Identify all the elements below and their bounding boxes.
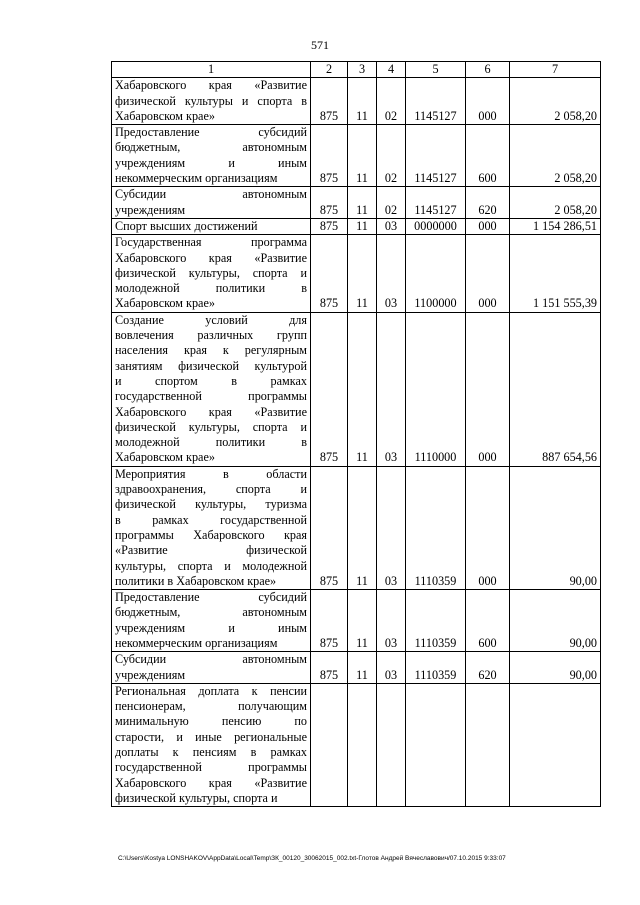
sum-cell [510,683,601,806]
row-name-line: некоммерческим организациям [115,171,278,186]
row-name-cell [112,590,311,652]
header-cell-subsection: 4 [377,62,406,78]
header-cell-sum: 7 [510,62,601,78]
sum-cell: 1 151 555,39 [510,235,601,312]
grbs-cell: 875 [311,590,348,652]
row-name-line: учреждениям и иным [115,155,307,170]
table-header-row [112,62,601,78]
row-name-line: Хабаровского края «Развитие [115,78,307,93]
subsection-cell: 02 [377,187,406,219]
row-name-line: физической культуры, туризма [115,497,307,512]
section-cell: 11 [348,125,377,187]
row-name-line: Спорт высших достижений [115,218,258,233]
header-cell-expense-type: 6 [466,62,510,78]
grbs-cell: 875 [311,125,348,187]
row-name-line: в рамках государственной [115,512,307,527]
expense-type-cell: 600 [466,590,510,652]
subsection-cell: 03 [377,312,406,466]
grbs-cell: 875 [311,218,348,234]
table-row [112,235,601,312]
header-cell-section: 3 [348,62,377,78]
section-cell: 11 [348,187,377,219]
row-name-line: населения края к регулярным [115,343,307,358]
sum-cell: 887 654,56 [510,312,601,466]
expense-type-cell [466,683,510,806]
row-name-line: программы Хабаровского края [115,527,307,542]
sum-cell: 2 058,20 [510,187,601,219]
row-name-line: пенсионерам, получающим [115,699,307,714]
row-name-line: государственной программы [115,760,307,775]
target-article-cell: 1110359 [406,652,466,684]
subsection-cell: 03 [377,652,406,684]
grbs-cell: 875 [311,312,348,466]
table-row [112,78,601,125]
target-article-cell: 1110359 [406,466,466,589]
subsection-cell: 03 [377,466,406,589]
row-name-line: учреждениям и иным [115,620,307,635]
sum-cell: 90,00 [510,590,601,652]
sum-cell: 2 058,20 [510,125,601,187]
table-row [112,312,601,466]
grbs-cell: 875 [311,187,348,219]
section-cell: 11 [348,466,377,589]
row-name-line: учреждениям [115,667,186,682]
header-cell-grbs: 2 [311,62,348,78]
expense-type-cell: 600 [466,125,510,187]
row-name-line: учреждениям [115,202,186,217]
subsection-cell: 03 [377,235,406,312]
subsection-cell: 02 [377,78,406,125]
section-cell: 11 [348,218,377,234]
target-article-cell: 1145127 [406,125,466,187]
row-name-line: Хабаровского края «Развитие [115,250,307,265]
expense-type-cell: 620 [466,652,510,684]
row-name-cell [112,466,311,589]
row-name-cell [112,235,311,312]
row-name-line: Мероприятия в области [115,466,307,481]
row-name-line: Хабаровском крае» [115,450,215,465]
row-name-cell [112,78,311,125]
expense-type-cell: 000 [466,218,510,234]
row-name-line: государственной программы [115,389,307,404]
target-article-cell: 1100000 [406,235,466,312]
table-row [112,466,601,589]
row-name-line: «Развитие физической [115,543,307,558]
table-row [112,683,601,806]
target-article-cell [406,683,466,806]
subsection-cell [377,683,406,806]
sum-cell: 2 058,20 [510,78,601,125]
row-name-line: Предоставление субсидий [115,125,307,140]
row-name-cell [112,312,311,466]
sum-cell: 90,00 [510,652,601,684]
row-name-line: молодежной политики в [115,435,307,450]
row-name-line: молодежной политики в [115,281,307,296]
row-name-line: занятиям физической культурой [115,358,307,373]
row-name-line: культуры, спорта и молодежной [115,558,307,573]
target-article-cell: 1110000 [406,312,466,466]
section-cell: 11 [348,652,377,684]
row-name-line: физической культуры и спорта в [115,93,307,108]
row-name-cell [112,683,311,806]
target-article-cell: 1145127 [406,187,466,219]
table-row [112,590,601,652]
row-name-line: физической культуры, спорта и [115,265,307,280]
row-name-cell [112,218,311,234]
section-cell [348,683,377,806]
expense-type-cell: 000 [466,466,510,589]
section-cell: 11 [348,312,377,466]
row-name-line: здравоохранения, спорта и [115,482,307,497]
row-name-line: физической культуры, спорта и [115,790,278,805]
subsection-cell: 03 [377,218,406,234]
row-name-line: политики в Хабаровском крае» [115,573,277,588]
grbs-cell [311,683,348,806]
table-row [112,125,601,187]
row-name-line: Хабаровского края «Развитие [115,775,307,790]
row-name-line: физической культуры, спорта и [115,419,307,434]
row-name-line: Предоставление субсидий [115,590,307,605]
grbs-cell: 875 [311,652,348,684]
header-cell-name: 1 [112,62,311,78]
target-article-cell: 1145127 [406,78,466,125]
row-name-line: Региональная доплата к пенсии [115,683,307,698]
row-name-line: минимальную пенсию по [115,714,307,729]
row-name-line: бюджетным, автономным [115,140,307,155]
row-name-line: бюджетным, автономным [115,605,307,620]
table-row [112,187,601,219]
row-name-line: Субсидии автономным [115,652,307,667]
sum-cell: 90,00 [510,466,601,589]
row-name-line: Субсидии автономным [115,187,307,202]
row-name-line: Хабаровском крае» [115,296,215,311]
expense-type-cell: 000 [466,235,510,312]
target-article-cell: 0000000 [406,218,466,234]
row-name-cell [112,187,311,219]
row-name-cell [112,652,311,684]
row-name-line: некоммерческим организациям [115,635,278,650]
grbs-cell: 875 [311,78,348,125]
expense-type-cell: 620 [466,187,510,219]
file-path-footer: C:\Users\Kostya LONSHAKOV\AppData\Local\Temp\ЗК_00120_30062015_002.txt-Глотов Андрей Вячеславович/07.10.2015 9:33:07 [118,855,506,862]
row-name-line: Государственная программа [115,235,307,250]
section-cell: 11 [348,590,377,652]
table-row [112,652,601,684]
sum-cell: 1 154 286,51 [510,218,601,234]
row-name-line: и спортом в рамках [115,373,307,388]
page-number: 571 [311,38,329,52]
row-name-line: Хабаровском крае» [115,108,215,123]
section-cell: 11 [348,235,377,312]
subsection-cell: 02 [377,125,406,187]
budget-table [111,61,601,807]
row-name-line: Создание условий для [115,312,307,327]
row-name-line: Хабаровского края «Развитие [115,404,307,419]
expense-type-cell: 000 [466,78,510,125]
grbs-cell: 875 [311,466,348,589]
table-row [112,218,601,234]
subsection-cell: 03 [377,590,406,652]
row-name-line: старости, и иные региональные [115,729,307,744]
header-cell-target-article: 5 [406,62,466,78]
section-cell: 11 [348,78,377,125]
row-name-cell [112,125,311,187]
grbs-cell: 875 [311,235,348,312]
row-name-line: вовлечения различных групп [115,328,307,343]
expense-type-cell: 000 [466,312,510,466]
target-article-cell: 1110359 [406,590,466,652]
row-name-line: доплаты к пенсиям в рамках [115,745,307,760]
